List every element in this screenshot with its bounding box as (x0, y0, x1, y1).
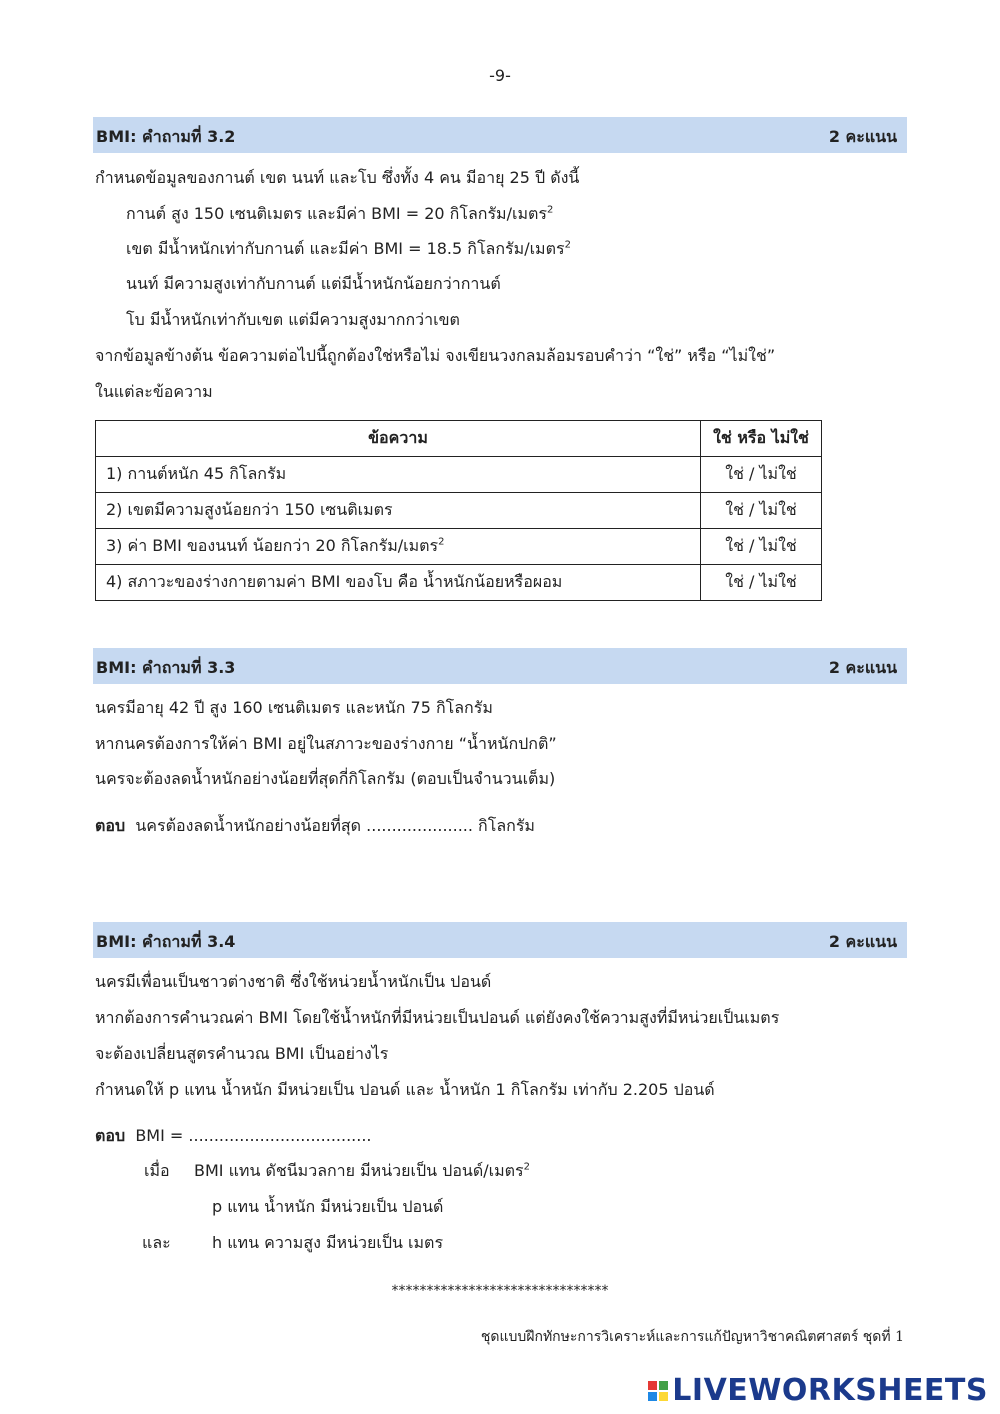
q32-fact-4: โบ มีน้ำหนักเท่ากับเขต แต่มีความสูงมากกว่าเขต (126, 310, 460, 329)
question-3-3-header (93, 648, 907, 684)
q32-fact-3: นนท์ มีความสูงเท่ากับกานต์ แต่มีน้ำหนักน้อยกว่ากานต์ (126, 274, 501, 293)
table-header-row (96, 421, 822, 457)
q33-line-1: นครมีอายุ 42 ปี สูง 160 เซนติเมตร และหนัก 75 กิโลกรัม (95, 698, 493, 717)
q32-fact-2: เขต มีน้ำหนักเท่ากับกานต์ และมีค่า BMI = 18.5 กิโลกรัม/เมตร$^2$ (126, 239, 571, 258)
answer-choice[interactable]: ใช่ / ไม่ใช่ (701, 565, 822, 601)
where-line-p: p แทน น้ำหนัก มีหน่วยเป็น ปอนด์ (212, 1197, 444, 1216)
statement-cell: 3) ค่า BMI ของนนท์ น้อยกว่า 20 กิโลกรัม/เมตร$^2$ (96, 529, 701, 565)
statement-cell: 2) เขตมีความสูงน้อยกว่า 150 เซนติเมตร (96, 493, 701, 529)
q34-line-2: หากต้องการคำนวณค่า BMI โดยใช้น้ำหนักที่มีหน่วยเป็นปอนด์ แต่ยังคงใช้ความสูงที่มีหน่วยเป็นเมตร (95, 1008, 780, 1027)
q32-instruction: จากข้อมูลข้างต้น ข้อความต่อไปนี้ถูกต้องใช่หรือไม่ จงเขียนวงกลมล้อมรอบคำว่า “ใช่” หรือ “ไม่ใช่” (95, 346, 776, 365)
where-line-bmi: BMI แทน ดัชนีมวลกาย มีหน่วยเป็น ปอนด์/เมตร$^2$ (194, 1161, 531, 1180)
table-row (96, 529, 822, 565)
question-3-2-header (93, 117, 907, 153)
table-row (96, 457, 822, 493)
page-number: -9- (489, 66, 511, 85)
question-title: BMI: คำถามที่ 3.2 (96, 127, 236, 146)
q32-fact-1: กานต์ สูง 150 เซนติเมตร และมีค่า BMI = 20 กิโลกรัม/เมตร$^2$ (126, 204, 554, 223)
question-3-4-header (93, 922, 907, 958)
table-row (96, 493, 822, 529)
question-points: 2 คะแนน (828, 932, 897, 951)
q33-line-2: หากนครต้องการให้ค่า BMI อยู่ในสภาวะของร่างกาย “น้ำหนักปกติ” (95, 734, 557, 753)
q33-line-3: นครจะต้องลดน้ำหนักอย่างน้อยที่สุดกี่กิโลกรัม (ตอบเป็นจำนวนเต็ม) (95, 769, 556, 788)
q34-answer (95, 1124, 372, 1149)
answer-choice[interactable]: ใช่ / ไม่ใช่ (701, 529, 822, 565)
q34-line-4: กำหนดให้ p แทน น้ำหนัก มีหน่วยเป็น ปอนด์ และ น้ำหนัก 1 กิโลกรัม เท่ากับ 2.205 ปอนด์ (95, 1080, 715, 1099)
question-title: BMI: คำถามที่ 3.3 (96, 658, 236, 677)
answer-blank[interactable]: นครต้องลดน้ำหนักอย่างน้อยที่สุด ..................... กิโลกรัม (135, 816, 535, 835)
statement-cell: 4) สภาวะของร่างกายตามค่า BMI ของโบ คือ น้ำหนักน้อยหรือผอม (96, 565, 701, 601)
liveworksheets-logo (648, 1373, 988, 1408)
q32-instruction-cont: ในแต่ละข้อความ (95, 382, 213, 401)
statement-table (95, 420, 822, 601)
brand-name: LIVEWORKSHEETS (672, 1373, 988, 1408)
answer-choice[interactable]: ใช่ / ไม่ใช่ (701, 493, 822, 529)
table-row (96, 565, 822, 601)
answer-label: ตอบ (95, 816, 126, 835)
answer-label: ตอบ (95, 1126, 126, 1145)
column-header-answer: ใช่ หรือ ไม่ใช่ (701, 421, 822, 457)
answer-blank[interactable]: BMI = .................................... (135, 1126, 372, 1145)
q33-answer (95, 814, 535, 839)
logo-grid-icon (648, 1381, 668, 1401)
question-points: 2 คะแนน (828, 658, 897, 677)
question-title: BMI: คำถามที่ 3.4 (96, 932, 236, 951)
question-points: 2 คะแนน (828, 127, 897, 146)
q34-line-1: นครมีเพื่อนเป็นชาวต่างชาติ ซึ่งใช้หน่วยน้ำหนักเป็น ปอนด์ (95, 972, 492, 991)
divider-stars: ******************************* (391, 1283, 609, 1299)
column-header-statement: ข้อความ (96, 421, 701, 457)
footer-text: ชุดแบบฝึกทักษะการวิเคราะห์และการแก้ปัญหาวิชาคณิตศาสตร์ ชุดที่ 1 (480, 1329, 904, 1345)
answer-choice[interactable]: ใช่ / ไม่ใช่ (701, 457, 822, 493)
and-label: และ (142, 1233, 171, 1252)
q34-line-3: จะต้องเปลี่ยนสูตรคำนวณ BMI เป็นอย่างไร (95, 1044, 389, 1063)
q32-intro: กำหนดข้อมูลของกานต์ เขต นนท์ และโบ ซึ่งทั้ง 4 คน มีอายุ 25 ปี ดังนี้ (95, 168, 580, 187)
where-label: เมื่อ (144, 1161, 170, 1180)
where-line-h: h แทน ความสูง มีหน่วยเป็น เมตร (212, 1233, 444, 1252)
statement-cell: 1) กานต์หนัก 45 กิโลกรัม (96, 457, 701, 493)
